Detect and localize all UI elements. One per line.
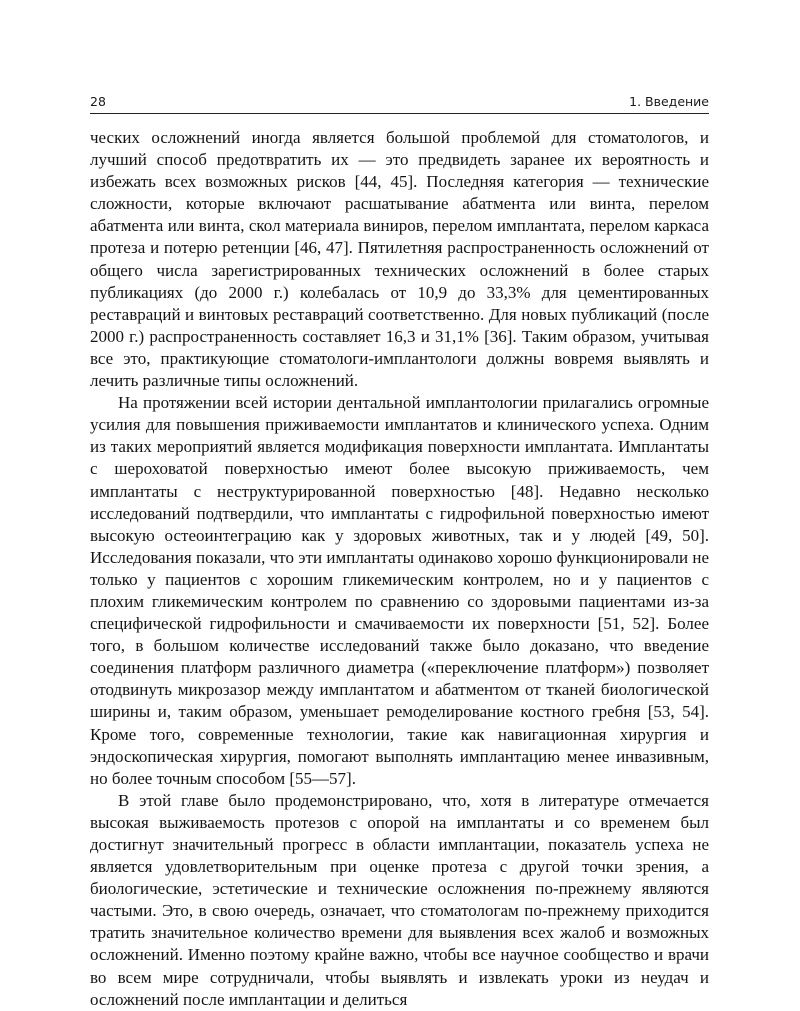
- page-number: 28: [90, 94, 106, 109]
- paragraph-implant-surface: На протяжении всей истории дентальной имплантологии прилагались огромные усилия для повышения приживаемости имплантатов и клинического успеха. Одним из таких мероприятий является модификация поверхности имплантата. Имплантаты с шероховатой поверхностью имеют более высокую приживаемость, чем имплантаты с неструктурированной поверхностью [48]. Недавно несколько исследований подтвердили, что имплантаты с гидрофильной поверхностью имеют высокую остеоинтеграцию как у здоровых животных, так и у людей [49, 50]. Исследования показали, что эти имплантаты одинаково хорошо функционировали не только у пациентов с хорошим гликемическим контролем, но и у пациентов с плохим гликемическим контролем по сравнению со здоровыми пациентами из-за специфической гидрофильности и смачиваемости их поверхности [51, 52]. Более того, в большом количестве исследований также было доказано, что введение соединения платформ различного диаметра («переключение платформ») позволяет отодвинуть микрозазор между имплантатом и абатментом от тканей биологической ширины и, таким образом, уменьшает ремоделирование костного гребня [53, 54]. Кроме того, современные технологии, такие как навигационная хирургия и эндоскопическая хирургия, помогают выполнять имплантацию менее инвазивным, но более точным способом [55—57].: [90, 393, 709, 788]
- chapter-title: 1. Введение: [629, 94, 709, 109]
- paragraph-chapter-summary: В этой главе было продемонстрировано, что, хотя в литературе отмечается высокая выживаемость протезов с опорой на имплантаты и со временем был достигнут значительный прогресс в области имплантации, показатель успеха не является удовлетворительным при оценке протеза с другой точки зрения, а биологические, эстетические и технические осложнения по-прежнему являются частыми. Это, в свою очередь, означает, что стоматологам по-прежнему приходится тратить значительное количество времени для выявления всех жалоб и возможных осложнений. Именно поэтому крайне важно, чтобы все научное сообщество и врачи во всем мире сотрудничали, чтобы выявлять и извлекать уроки из неудач и осложнений после имплантации и делиться: [90, 790, 709, 1009]
- running-head: [90, 93, 709, 114]
- paragraph-continued: ческих осложнений иногда является большой проблемой для стоматологов, и лучший способ предотвратить их — это предвидеть заранее их вероятность и избежать всех возможных рисков [44, 45]. Последняя категория — технические сложности, которые включают расшатывание абатмента или винта, перелом абатмента или винта, скол материала виниров, перелом имплантата, перелом каркаса протеза и потерю ретенции [46, 47]. Пятилетняя распространенность осложнений от общего числа зарегистрированных технических осложнений в более старых публикациях (до 2000 г.) колебалась от 10,9 до 33,3% для цементированных реставраций и винтовых реставраций соответственно. Для новых публикаций (после 2000 г.) распространенность составляет 16,3 и 31,1% [36]. Таким образом, учитывая все это, практикующие стоматологи-имплантологи должны вовремя выявлять и лечить различные типы осложнений.: [90, 128, 709, 391]
- body-text: [90, 127, 709, 1011]
